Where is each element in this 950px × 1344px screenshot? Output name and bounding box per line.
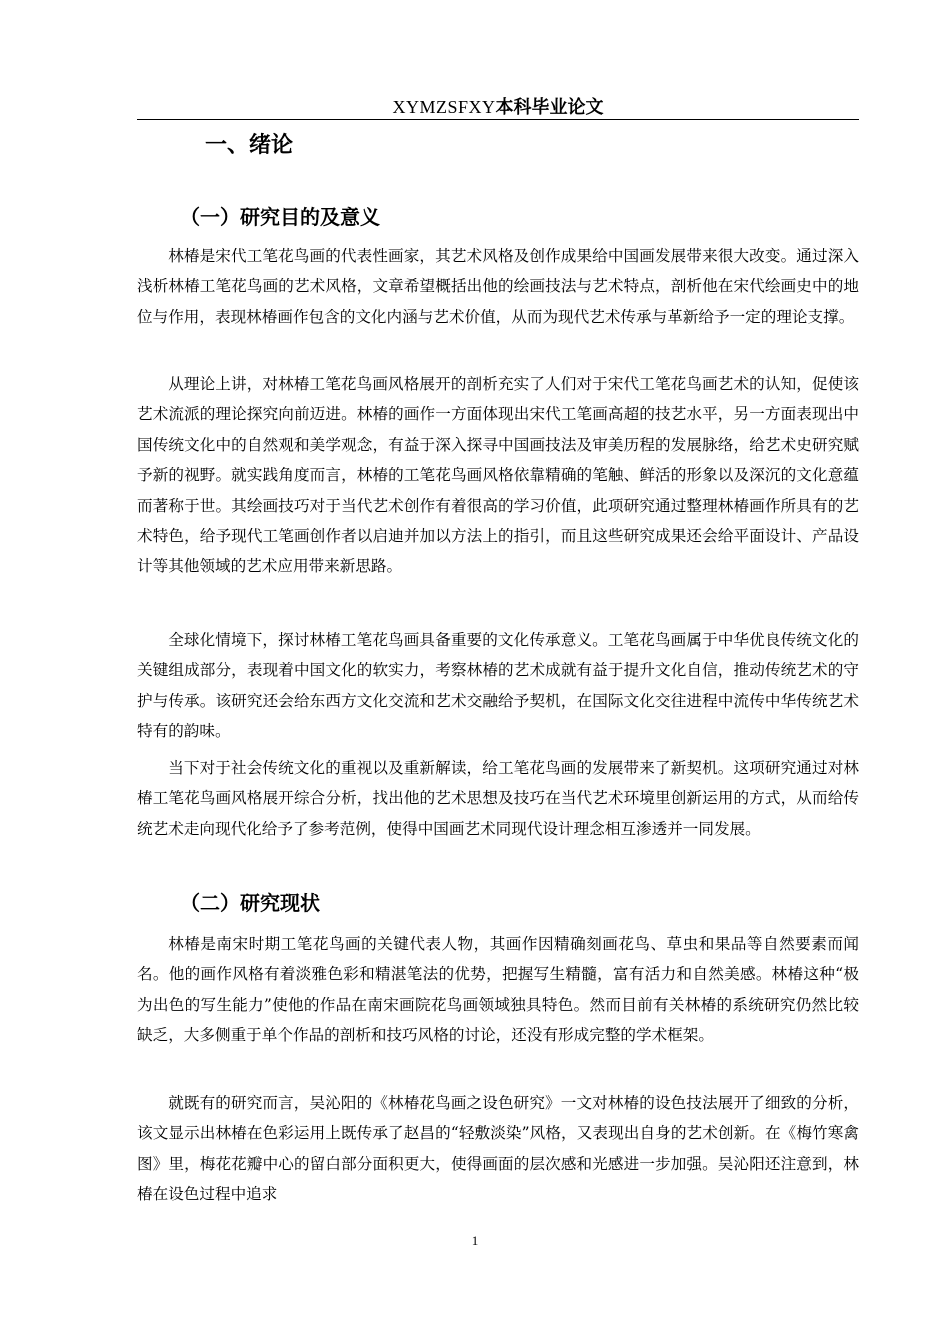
section-title-purpose: （一）研究目的及意义 xyxy=(180,205,380,229)
header-divider xyxy=(137,119,859,120)
body-paragraph: 从理论上讲，对林椿工笔花鸟画风格展开的剖析充实了人们对于宋代工笔花鸟画艺术的认知，促使该艺术流派的理论探究向前迈进。林椿的画作一方面体现出宋代工笔画高超的技艺水平，另一方面表现出中国传统文化中的自然观和美学观念，有益于深入探寻中国画技法及审美历程的发展脉络，给艺术史研究赋予新的视野。就实践角度而言，林椿的工笔花鸟画风格依靠精确的笔触、鲜活的形象以及深沉的文化意蕴而著称于世。其绘画技巧对于当代艺术创作有着很高的学习价值，此项研究通过整理林椿画作所具有的艺术特色，给予现代工笔画创作者以启迪并加以方法上的指引，而且这些研究成果还会给平面设计、产品设计等其他领域的艺术应用带来新思路。 xyxy=(137,375,859,576)
section-title-status: （二）研究现状 xyxy=(180,891,320,915)
page-number: 1 xyxy=(471,1233,479,1248)
running-header xyxy=(137,96,859,118)
body-paragraph: 林椿是宋代工笔花鸟画的代表性画家，其艺术风格及创作成果给中国画发展带来很大改变。通过深入浅析林椿工笔花鸟画的艺术风格，文章希望概括出他的绘画技法与艺术特点，剖析他在宋代绘画史中的地位与作用，表现林椿画作包含的文化内涵与艺术价值，从而为现代艺术传承与革新给予一定的理论支撑。 xyxy=(137,247,859,326)
header-school-code: XYMZSFXY xyxy=(392,97,496,117)
header-doc-type: 本科毕业论文 xyxy=(495,97,604,118)
body-paragraph: 全球化情境下，探讨林椿工笔花鸟画具备重要的文化传承意义。工笔花鸟画属于中华优良传统文化的关键组成部分，表现着中国文化的软实力，考察林椿的艺术成就有益于提升文化自信，推动传统艺术的守护与传承。该研究还会给东西方文化交流和艺术交融给予契机，在国际文化交往进程中流传中华传统艺术特有的韵味。 xyxy=(137,631,859,741)
chapter-title: 一、绪论 xyxy=(205,133,294,158)
body-paragraph: 当下对于社会传统文化的重视以及重新解读，给工笔花鸟画的发展带来了新契机。这项研究通过对林椿工笔花鸟画风格展开综合分析，找出他的艺术思想及技巧在当代艺术环境里创新运用的方式，从而给传统艺术走向现代化给予了参考范例，使得中国画艺术同现代设计理念相互渗透并一同发展。 xyxy=(137,759,859,838)
body-paragraph: 林椿是南宋时期工笔花鸟画的关键代表人物，其画作因精确刻画花鸟、草虫和果品等自然要素而闻名。他的画作风格有着淡雅色彩和精湛笔法的优势，把握写生精髓，富有活力和自然美感。林椿这种“极为出色的写生能力”使他的作品在南宋画院花鸟画领域独具特色。然而目前有关林椿的系统研究仍然比较缺乏，大多侧重于单个作品的剖析和技巧风格的讨论，还没有形成完整的学术框架。 xyxy=(137,935,859,1045)
body-paragraph: 就既有的研究而言，吴沁阳的《林椿花鸟画之设色研究》一文对林椿的设色技法展开了细致的分析，该文显示出林椿在色彩运用上既传承了赵昌的“轻敷淡染”风格，又表现出自身的艺术创新。在《梅竹寒禽图》里，梅花花瓣中心的留白部分面积更大，使得画面的层次感和光感进一步加强。吴沁阳还注意到，林椿在设色过程中追求 xyxy=(137,1094,859,1204)
